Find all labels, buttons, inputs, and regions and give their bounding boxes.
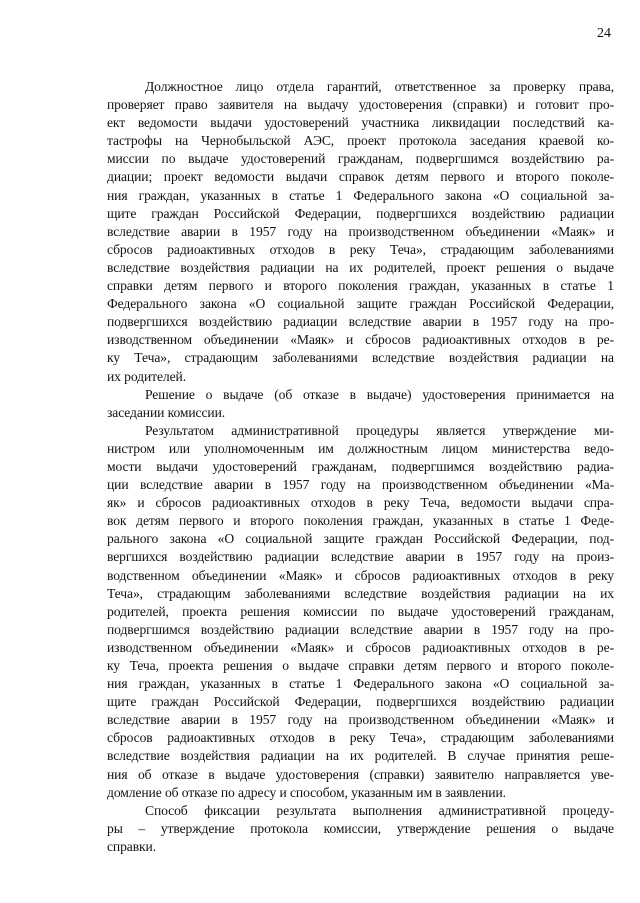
text-line: як» и сбросов радиоактивных отходов в реку Теча, ведомости выдачи спра- (107, 495, 614, 511)
text-line: вследствие аварии в 1957 году на производственном объединении «Маяк» и (107, 712, 614, 728)
paragraph-result (107, 422, 614, 802)
text-line: ния граждан, указанных в статье 1 Федерального закона «О социальной за- (107, 676, 614, 692)
text-line: тастрофы на Чернобыльской АЭС, проект протокола заседания краевой ко- (107, 133, 614, 149)
text-line: водственном объединении «Маяк» и сбросов радиоактивных отходов в реку (107, 567, 614, 583)
text-line: мости выдачи удостоверений гражданам, подвергшимся воздействию радиа- (107, 458, 614, 474)
text-line: щите граждан Российской Федерации, подвергшихся воздействию радиации (107, 205, 614, 221)
text-line: ку Теча, проекта решения о выдаче справки детям первого и второго поколе- (107, 658, 614, 673)
paragraph-verification (107, 78, 614, 386)
text-line: ку Теча», страдающим заболеваниями вследствие воздействия радиации на (107, 350, 614, 366)
text-line: Должностное лицо отдела гарантий, ответственное за проверку права, (145, 79, 614, 94)
text-line: Федерального закона «О социальной защите граждан Российской Федерации, (107, 296, 614, 312)
text-line: вергшихся воздействию радиации вследствие аварии в 1957 году на произ- (107, 549, 614, 565)
text-line: рального закона «О социальной защите граждан Российской Федерации, под- (107, 531, 614, 547)
text-line: Результатом административной процедуры является утверждение ми- (145, 422, 614, 438)
text-line: сбросов радиоактивных отходов в реку Теча», страдающим заболеваниями (107, 241, 614, 257)
text-line: ния об отказе в выдаче удостоверения (справки) заявителю направляется уве- (107, 766, 614, 782)
text-line: их родителей. (107, 368, 187, 384)
text-line: вследствие воздействия радиации на их родителей, проект решения о выдаче (107, 259, 614, 275)
text-line: диации; проект ведомости выдачи справок детям первого и второго поколе- (107, 169, 614, 185)
page-number: 24 (597, 26, 611, 41)
text-line: изводственном объединении «Маяк» и сбросов радиоактивных отходов в ре- (107, 332, 614, 348)
text-line: подвергшихся воздействию радиации вследствие аварии в 1957 году на про- (107, 314, 614, 330)
text-line: вследствие аварии в 1957 году на производственном объединении «Маяк» и (107, 223, 614, 239)
text-line: миссии по выдаче удостоверений гражданам, подвергшимся воздействию ра- (107, 151, 614, 167)
text-line: справки детям первого и второго поколения граждан, указанных в статье 1 (107, 278, 614, 294)
text-line: проверяет право заявителя на выдачу удостоверения (справки) и готовит про- (107, 97, 614, 113)
text-line: заседании комиссии. (107, 404, 226, 420)
document-body (107, 78, 614, 856)
text-line: ния граждан, указанных в статье 1 Федерального закона «О социальной за- (107, 187, 614, 203)
text-line: справки. (107, 838, 157, 854)
text-line: родителей, проекта решения комиссии по выдаче удостоверений гражданам, (107, 603, 614, 619)
text-line: ры – утверждение протокола комиссии, утверждение решения о выдаче (107, 820, 614, 836)
text-line: щите граждан Российской Федерации, подвергшихся воздействию радиации (107, 694, 614, 710)
text-line: изводственном объединении «Маяк» и сбросов радиоактивных отходов в ре- (107, 639, 614, 655)
text-line: Способ фиксации результата выполнения административной процеду- (145, 802, 614, 818)
paragraph-fixation-method (107, 802, 614, 856)
text-line: вследствие воздействия радиации на их родителей. В случае принятия реше- (107, 748, 614, 764)
text-line: ект ведомости выдачи удостоверений участника ликвидации последствий ка- (107, 115, 614, 131)
text-line: сбросов радиоактивных отходов в реку Теча», страдающим заболеваниями (107, 730, 614, 746)
text-line: ции вследствие аварии в 1957 году на производственном объединении «Ма- (107, 477, 614, 493)
text-line: Теча», страдающим заболеваниями вследствие воздействия радиации на их (107, 585, 614, 601)
text-line: вок детям первого и второго поколения граждан, указанных в статье 1 Феде- (107, 513, 614, 529)
text-line: домление об отказе по адресу и способом, указанным им в заявлении. (107, 784, 506, 800)
text-line: Решение о выдаче (об отказе в выдаче) удостоверения принимается на (145, 386, 614, 402)
text-line: подвергшимся воздействию радиации вследствие аварии в 1957 году на про- (107, 621, 614, 637)
paragraph-decision (107, 386, 614, 422)
text-line: нистром или уполномоченным им должностным лицом министерства ведо- (107, 440, 614, 456)
